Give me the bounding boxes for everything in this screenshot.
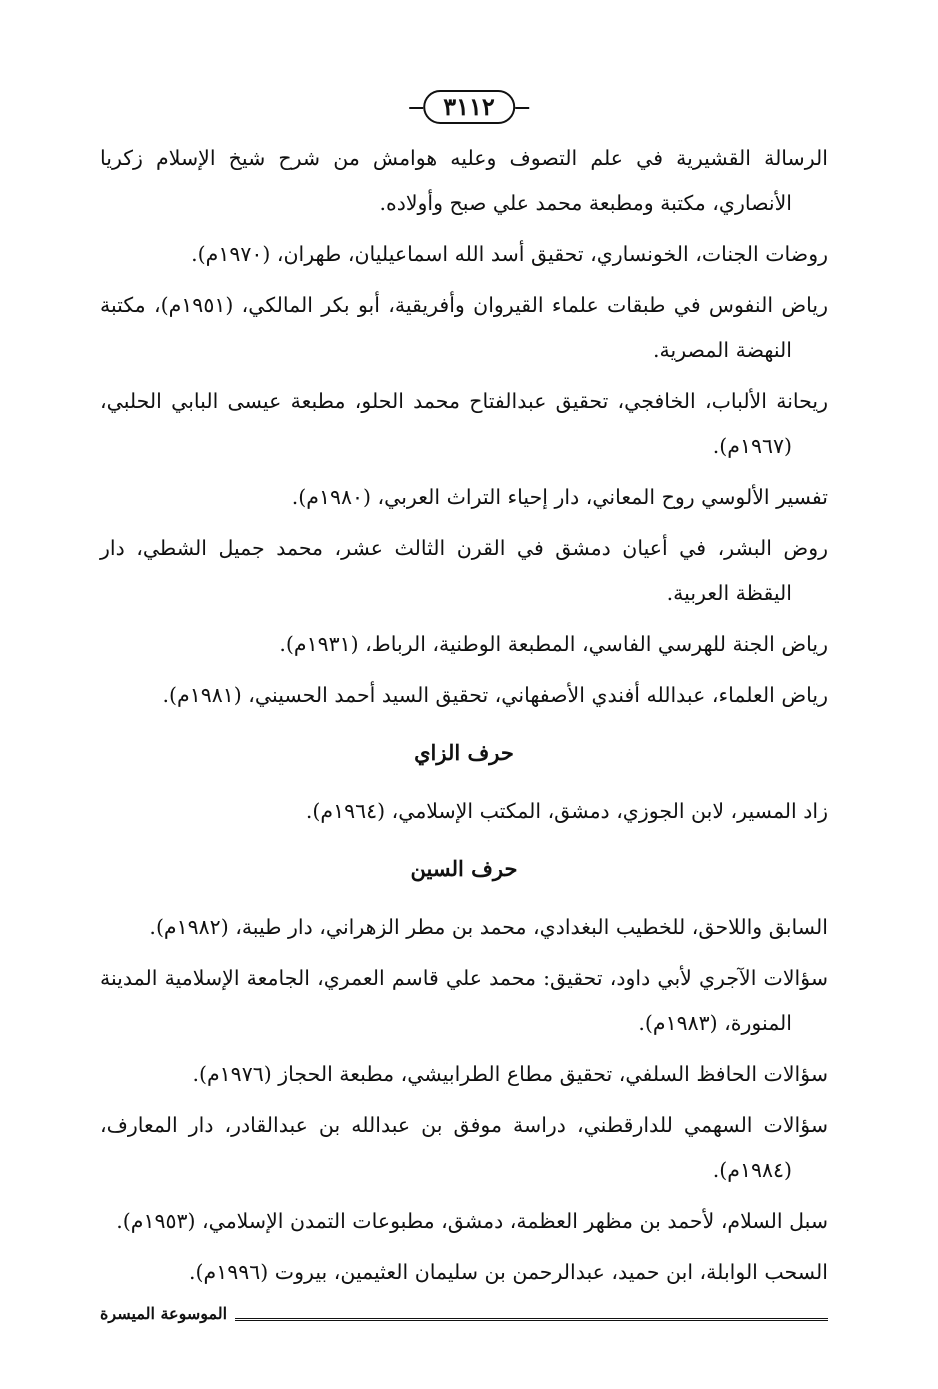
section-heading-sin: حرف السين — [410, 856, 518, 881]
bibliography-entry: تفسير الألوسي روح المعاني، دار إحياء التراث العربي، (١٩٨٠م). — [291, 485, 828, 509]
bibliography-entry: السابق واللاحق، للخطيب البغدادي، محمد بن مطر الزهراني، دار طيبة، (١٩٨٢م). — [149, 915, 828, 939]
bibliography-entry: سؤالات السهمي للدارقطني، دراسة موفق بن عبدالله بن عبدالقادر، دار المعارف، (١٩٨٤م). — [100, 1113, 828, 1182]
bibliography-entry: روضات الجنات، الخونساري، تحقيق أسد الله اسماعيليان، طهران، (١٩٧٠م). — [191, 242, 828, 266]
footer-label: الموسوعة الميسرة — [100, 1304, 235, 1323]
section-heading-zay: حرف الزاي — [414, 740, 514, 765]
bibliography-body — [100, 136, 828, 1301]
bibliography-entry: زاد المسير، لابن الجوزي، دمشق، المكتب الإسلامي، (١٩٦٤م). — [305, 799, 828, 823]
page-number: ٣١١٢ — [423, 90, 515, 124]
bibliography-entry: سبل السلام، لأحمد بن مظهر العظمة، دمشق، مطبوعات التمدن الإسلامي، (١٩٥٣م). — [116, 1209, 828, 1233]
page-footer — [100, 1295, 828, 1325]
bibliography-entry: ريحانة الألباب، الخافجي، تحقيق عبدالفتاح محمد الحلو، مطبعة عيسى البابي الحلبي، (١٩٦٧م). — [100, 389, 828, 458]
page-number-ornament — [423, 90, 515, 124]
bibliography-entry: سؤالات الآجري لأبي داود، تحقيق: محمد علي قاسم العمري، الجامعة الإسلامية المدينة المنورة، (١٩٨٣م). — [100, 966, 828, 1035]
bibliography-entry: الرسالة القشيرية في علم التصوف وعليه هوامش من شرح شيخ الإسلام زكريا الأنصاري، مكتبة ومطبعة محمد علي صبح وأولاده. — [100, 146, 828, 215]
bibliography-entry: رياض العلماء، عبدالله أفندي الأصفهاني، تحقيق السيد أحمد الحسيني، (١٩٨١م). — [162, 683, 828, 707]
bibliography-entry: سؤالات الحافظ السلفي، تحقيق مطاع الطرابيشي، مطبعة الحجاز (١٩٧٦م). — [192, 1062, 828, 1086]
bibliography-entry: روض البشر، في أعيان دمشق في القرن الثالث عشر، محمد جميل الشطي، دار اليقظة العربية. — [100, 536, 828, 605]
bibliography-entry: السحب الوابلة، ابن حميد، عبدالرحمن بن سليمان العثيمين، بيروت (١٩٩٦م). — [189, 1260, 828, 1284]
bibliography-entry: رياض النفوس في طبقات علماء القيروان وأفريقية، أبو بكر المالكي، (١٩٥١م)، مكتبة النهضة المصرية. — [100, 293, 828, 362]
bibliography-entry: رياض الجنة للهرسي الفاسي، المطبعة الوطنية، الرباط، (١٩٣١م). — [279, 632, 828, 656]
